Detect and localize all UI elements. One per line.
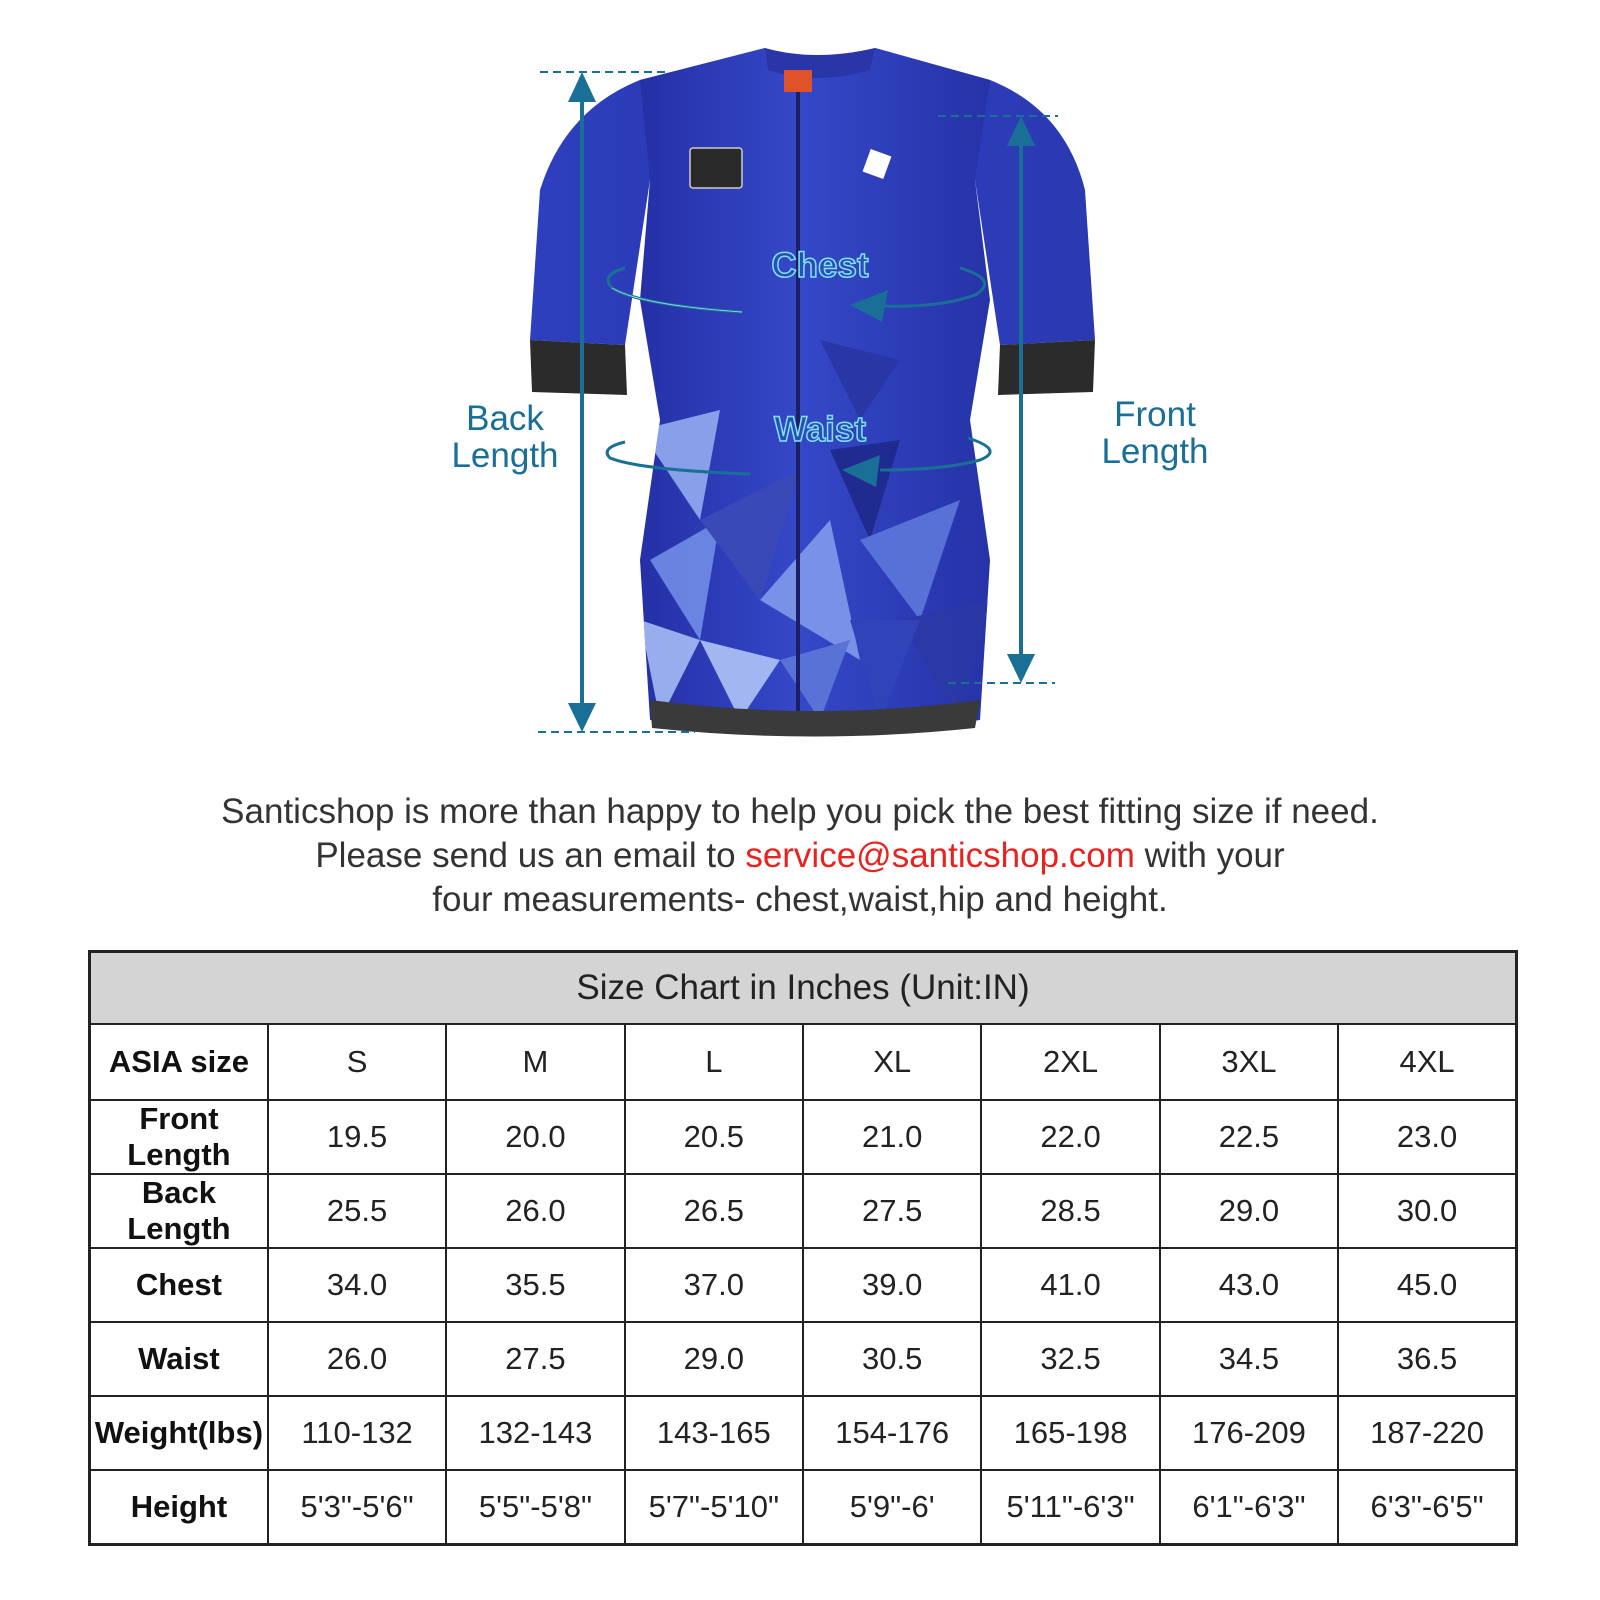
table-cell: 41.0 — [981, 1248, 1159, 1322]
table-cell: 37.0 — [625, 1248, 803, 1322]
table-row — [90, 1248, 1517, 1322]
row-label: Back Length — [90, 1174, 268, 1248]
table-cell: 27.5 — [803, 1174, 981, 1248]
table-cell: 32.5 — [981, 1322, 1159, 1396]
table-caption-row — [90, 952, 1517, 1025]
table-cell: 30.5 — [803, 1322, 981, 1396]
table-cell: 187-220 — [1338, 1396, 1516, 1470]
row-label: Chest — [90, 1248, 268, 1322]
table-cell: 176-209 — [1160, 1396, 1338, 1470]
table-cell: 5'3"-5'6" — [268, 1470, 446, 1545]
table-cell: 22.5 — [1160, 1100, 1338, 1174]
table-cell: 20.5 — [625, 1100, 803, 1174]
table-cell: 36.5 — [1338, 1322, 1516, 1396]
jersey-illustration — [0, 0, 1600, 760]
size-3xl: 3XL — [1160, 1024, 1338, 1100]
table-cell: 23.0 — [1338, 1100, 1516, 1174]
table-row — [90, 1322, 1517, 1396]
table-cell: 34.5 — [1160, 1322, 1338, 1396]
row-label: Front Length — [90, 1100, 268, 1174]
zip-tab — [784, 70, 812, 92]
table-cell: 34.0 — [268, 1248, 446, 1322]
table-cell: 132-143 — [446, 1396, 624, 1470]
chest-label: Chest — [771, 246, 869, 285]
front-length-label-line1: Front — [1114, 395, 1196, 434]
help-line-2-before: Please send us an email to — [315, 836, 746, 875]
table-cell: 27.5 — [446, 1322, 624, 1396]
table-row — [90, 1470, 1517, 1545]
table-cell: 29.0 — [1160, 1174, 1338, 1248]
table-row — [90, 1100, 1517, 1174]
table-cell: 45.0 — [1338, 1248, 1516, 1322]
service-email-link[interactable]: service@santicshop.com — [745, 836, 1135, 875]
table-cell: 5'7"-5'10" — [625, 1470, 803, 1545]
table-cell: 5'11"-6'3" — [981, 1470, 1159, 1545]
table-cell: 43.0 — [1160, 1248, 1338, 1322]
back-length-label-line1: Back — [466, 399, 544, 438]
table-cell: 19.5 — [268, 1100, 446, 1174]
table-cell: 26.5 — [625, 1174, 803, 1248]
size-4xl: 4XL — [1338, 1024, 1516, 1100]
front-length-label-line2: Length — [1101, 432, 1209, 471]
table-cell: 29.0 — [625, 1322, 803, 1396]
back-length-label — [430, 400, 580, 474]
row-label: Weight(lbs) — [90, 1396, 268, 1470]
size-2xl: 2XL — [981, 1024, 1159, 1100]
table-cell: 6'1"-6'3" — [1160, 1470, 1338, 1545]
table-cell: 6'3"-6'5" — [1338, 1470, 1516, 1545]
size-m: M — [446, 1024, 624, 1100]
table-cell: 25.5 — [268, 1174, 446, 1248]
table-cell: 35.5 — [446, 1248, 624, 1322]
header-label: ASIA size — [90, 1024, 268, 1100]
table-cell: 39.0 — [803, 1248, 981, 1322]
table-title: Size Chart in Inches (Unit:IN) — [90, 952, 1517, 1025]
table-cell: 26.0 — [446, 1174, 624, 1248]
waist-label: Waist — [773, 410, 867, 449]
left-cuff — [530, 340, 627, 395]
table-row — [90, 1174, 1517, 1248]
help-line-3: four measurements- chest,waist,hip and height. — [432, 880, 1168, 919]
table-cell: 5'9"-6' — [803, 1470, 981, 1545]
table-cell: 110-132 — [268, 1396, 446, 1470]
table-cell: 143-165 — [625, 1396, 803, 1470]
table-row — [90, 1396, 1517, 1470]
help-line-2-after: with your — [1134, 836, 1285, 875]
table-cell: 28.5 — [981, 1174, 1159, 1248]
table-cell: 20.0 — [446, 1100, 624, 1174]
table-cell: 30.0 — [1338, 1174, 1516, 1248]
table-header-row — [90, 1024, 1517, 1100]
table-cell: 22.0 — [981, 1100, 1159, 1174]
size-l: L — [625, 1024, 803, 1100]
size-s: S — [268, 1024, 446, 1100]
row-label: Height — [90, 1470, 268, 1545]
front-length-label — [1080, 396, 1230, 470]
size-xl: XL — [803, 1024, 981, 1100]
table-cell: 21.0 — [803, 1100, 981, 1174]
help-message — [0, 790, 1600, 922]
help-line-2 — [0, 834, 1600, 878]
table-cell: 154-176 — [803, 1396, 981, 1470]
table-cell: 5'5"-5'8" — [446, 1470, 624, 1545]
table-cell: 26.0 — [268, 1322, 446, 1396]
right-cuff — [998, 340, 1095, 395]
jersey-measurement-diagram — [0, 0, 1600, 760]
back-length-label-line2: Length — [451, 436, 559, 475]
table-cell: 165-198 — [981, 1396, 1159, 1470]
size-chart-table — [88, 950, 1518, 1546]
row-label: Waist — [90, 1322, 268, 1396]
help-line-1: Santicshop is more than happy to help you pick the best fitting size if need. — [221, 792, 1379, 831]
santic-logo-patch — [690, 148, 742, 188]
